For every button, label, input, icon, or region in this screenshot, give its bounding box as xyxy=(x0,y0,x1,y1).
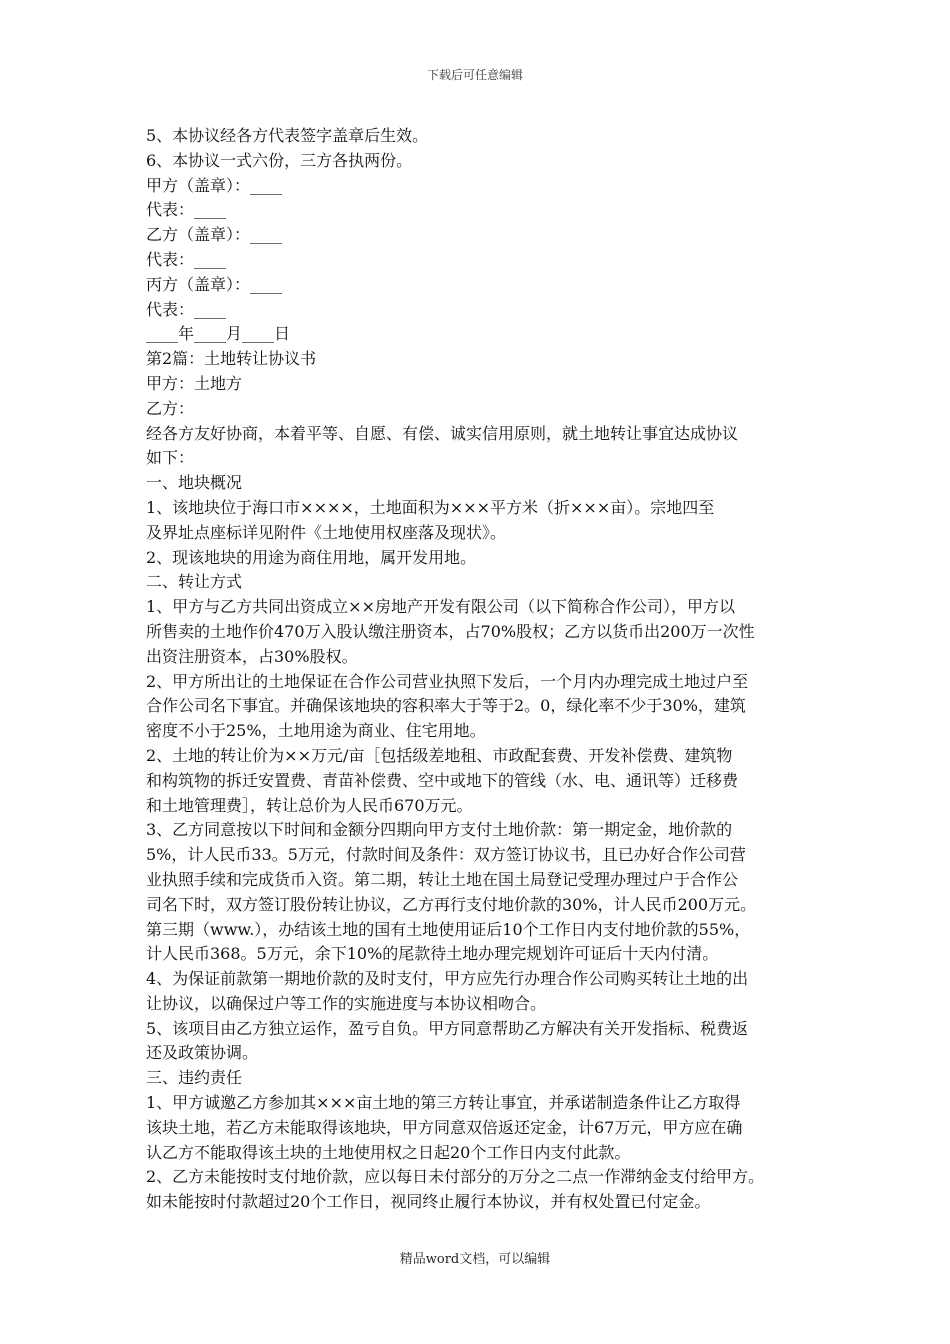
document-line: 6、本协议一式六份，三方各执两份。 xyxy=(146,150,413,170)
document-line: 5、该项目由乙方独立运作，盈亏自负。甲方同意帮助乙方解决有关开发指标、税费返 xyxy=(146,1018,749,1038)
document-line: 2、土地的转让价为××万元/亩［包括级差地租、市政配套费、开发补偿费、建筑物 xyxy=(146,745,733,765)
document-line: 二、转让方式 xyxy=(146,572,243,592)
document-line: 甲方：土地方 xyxy=(146,373,243,393)
document-line: 甲方（盖章）：____ xyxy=(146,175,283,195)
document-line: ____年____月____日 xyxy=(146,324,291,344)
document-line: 及界址点座标详见附件《土地使用权座落及现状》。 xyxy=(146,522,507,542)
document-line: 如下： xyxy=(146,448,195,468)
document-line: 1、该地块位于海口市××××，土地面积为×××平方米（折×××亩）。宗地四至 xyxy=(146,497,715,517)
page-header: 下载后可任意编辑 xyxy=(426,68,523,82)
document-line: 2、乙方未能按时支付地价款，应以每日未付部分的万分之二点一作滞纳金支付给甲方。 xyxy=(146,1167,765,1187)
document-line: 2、甲方所出让的土地保证在合作公司营业执照下发后，一个月内办理完成土地过户至 xyxy=(146,671,749,691)
document-line: 代表：____ xyxy=(146,249,227,269)
document-line: 3、乙方同意按以下时间和金额分四期向甲方支付土地价款：第一期定金，地价款的 xyxy=(146,820,733,840)
document-line: 该块土地，若乙方未能取得该地块，甲方同意双倍返还定金，计67万元，甲方应在确 xyxy=(146,1117,743,1137)
document-line: 乙方（盖章）：____ xyxy=(146,225,283,245)
document-line: 4、为保证前款第一期地价款的及时支付，甲方应先行办理合作公司购买转让土地的出 xyxy=(146,969,749,989)
document-line: 计人民币368。5万元，余下10%的尾款待土地办理完规划许可证后十天内付清。 xyxy=(146,944,719,964)
document-line: 合作公司名下事宜。并确保该地块的容积率大于等于2。0，绿化率不少于30%，建筑 xyxy=(146,696,746,716)
document-line: 2、现该地块的用途为商住用地，属开发用地。 xyxy=(146,547,477,567)
document-body xyxy=(146,124,816,1215)
document-line: 一、地块概况 xyxy=(146,473,243,493)
document-line: 第三期（www.），办结该土地的国有土地使用证后10个工作日内支付地价款的55%， xyxy=(146,919,751,939)
document-line: 司名下时，双方签订股份转让协议，乙方再行支付地价款的30%，计人民币200万元。 xyxy=(146,894,757,914)
document-line: 和土地管理费］，转让总价为人民币670万元。 xyxy=(146,795,473,815)
document-line: 出资注册资本，占30%股权。 xyxy=(146,646,358,666)
document-line: 三、违约责任 xyxy=(146,1068,243,1088)
document-line: 让协议，以确保过户等工作的实施进度与本协议相吻合。 xyxy=(146,993,547,1013)
document-line: 如未能按时付款超过20个工作日，视同终止履行本协议，并有权处置已付定金。 xyxy=(146,1192,711,1212)
document-line: 5%，计人民币33。5万元，付款时间及条件：双方签订协议书，且已办好合作公司营 xyxy=(146,845,746,865)
document-line: 第2篇：土地转让协议书 xyxy=(146,349,317,369)
page-footer: 精品word文档，可以编辑 xyxy=(399,1252,551,1267)
document-line: 1、甲方与乙方共同出资成立××房地产开发有限公司（以下简称合作公司），甲方以 xyxy=(146,597,735,617)
document-line: 业执照手续和完成货币入资。第二期，转让土地在国土局登记受理办理过户于合作公 xyxy=(146,869,739,889)
document-line: 代表：____ xyxy=(146,200,227,220)
document-line: 丙方（盖章）：____ xyxy=(146,274,283,294)
document-line: 所售卖的土地作价470万入股认缴注册资本，占70%股权；乙方以货币出200万一次性 xyxy=(146,621,755,641)
document-line: 5、本协议经各方代表签字盖章后生效。 xyxy=(146,126,429,145)
document-line: 认乙方不能取得该土块的土地使用权之日起20个工作日内支付此款。 xyxy=(146,1142,631,1162)
document-line: 密度不小于25%，土地用途为商业、住宅用地。 xyxy=(146,721,486,741)
document-line: 还及政策协调。 xyxy=(146,1043,259,1063)
document-line: 和构筑物的拆迁安置费、青苗补偿费、空中或地下的管线（水、电、通讯等）迁移费 xyxy=(146,770,739,790)
document-line: 1、甲方诚邀乙方参加其×××亩土地的第三方转让事宜，并承诺制造条件让乙方取得 xyxy=(146,1093,741,1113)
document-line: 代表：____ xyxy=(146,299,227,319)
document-line: 乙方： xyxy=(146,398,195,418)
document-line: 经各方友好协商，本着平等、自愿、有偿、诚实信用原则，就土地转让事宜达成协议 xyxy=(146,423,739,443)
